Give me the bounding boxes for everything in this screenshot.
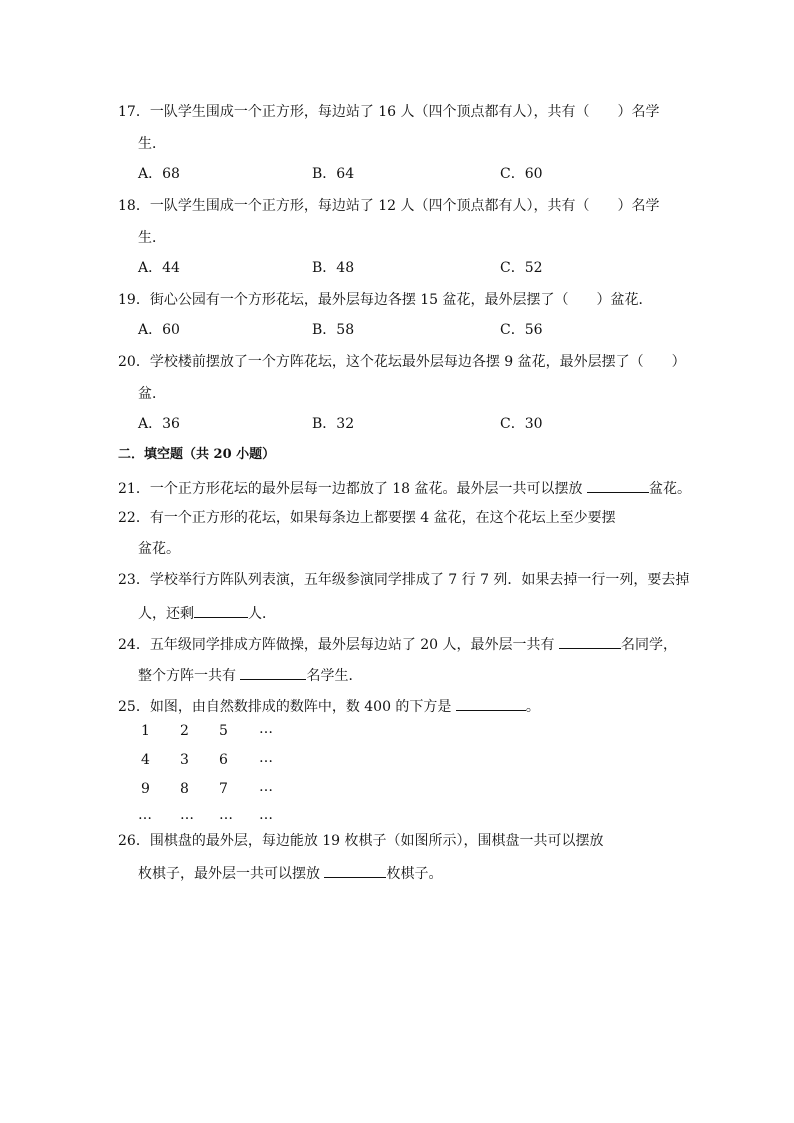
matrix-cell: …: [259, 807, 273, 823]
matrix-cell: 2: [180, 723, 189, 739]
q24-stem-cont: [138, 665, 362, 685]
q24-stem: [118, 634, 677, 654]
q24-text-mid: 名同学，: [620, 637, 677, 653]
matrix-cell: 4: [141, 752, 150, 768]
q18-option-b: B．48: [312, 260, 355, 276]
q23-answer-blank[interactable]: [194, 603, 248, 618]
matrix-cell: 8: [180, 781, 189, 797]
q26-stem-cont: [138, 863, 442, 883]
section-title: 二．填空题（共 20 小题）: [118, 447, 276, 462]
q17-option-c: C．60: [500, 166, 543, 182]
q24-answer-blank-2[interactable]: [240, 665, 306, 680]
q22-stem: 22．有一个正方形的花坛，如果每条边上都要摆 4 盆花，在这个花坛上至少要摆: [118, 510, 616, 526]
q21-text: 21．一个正方形花坛的最外层每一边都放了 18 盆花。最外层一共可以摆放: [118, 481, 587, 497]
q23-stem-cont: [138, 603, 276, 623]
q21-stem: [118, 478, 691, 498]
q21-answer-blank[interactable]: [587, 478, 649, 493]
q25-stem: [118, 696, 540, 716]
q20-option-c: C．30: [500, 416, 543, 432]
q20-stem: 20．学校楼前摆放了一个方阵花坛，这个花坛最外层每边各摆 9 盆花，最外层摆了（ ）: [118, 354, 686, 370]
q26-answer-blank[interactable]: [324, 863, 386, 878]
matrix-cell: …: [259, 750, 273, 766]
q25-answer-blank[interactable]: [456, 696, 526, 711]
matrix-cell: 3: [180, 752, 189, 768]
q26-text: 枚棋子，最外层一共可以摆放: [138, 866, 325, 882]
q22-stem-cont: 盆花。: [138, 541, 180, 557]
q24-answer-blank-1[interactable]: [559, 634, 621, 649]
q18-stem-cont: 生．: [138, 230, 166, 246]
q17-option-b: B．64: [312, 166, 355, 182]
q17-stem: 17．一队学生围成一个正方形，每边站了 16 人（四个顶点都有人），共有（ ）名学: [118, 104, 660, 120]
q23-stem: 23．学校举行方阵队列表演，五年级参演同学排成了 7 行 7 列．如果去掉一行一列，要去掉: [118, 572, 690, 588]
q26-stem: 26．围棋盘的最外层，每边能放 19 枚棋子（如图所示），围棋盘一共可以摆放: [118, 833, 604, 849]
q21-text-end: 盆花。: [648, 481, 691, 497]
q18-option-c: C．52: [500, 260, 543, 276]
matrix-cell: 5: [219, 723, 228, 739]
matrix-cell: …: [259, 721, 273, 737]
q26-text-end: 枚棋子。: [386, 866, 443, 882]
q19-option-b: B．58: [312, 322, 355, 338]
q17-option-a: A．68: [138, 166, 180, 182]
matrix-cell: …: [138, 807, 152, 823]
matrix-cell: 9: [141, 781, 150, 797]
q23-text: 人，还剩: [138, 606, 194, 622]
matrix-cell: …: [219, 807, 233, 823]
q24-text: 24．五年级同学排成方阵做操，最外层每边站了 20 人，最外层一共有: [118, 637, 559, 653]
q24-text-2: 整个方阵一共有: [138, 668, 241, 684]
matrix-cell: …: [259, 779, 273, 795]
q25-text: 25．如图，由自然数排成的数阵中，数 400 的下方是: [118, 699, 456, 715]
matrix-cell: …: [180, 807, 194, 823]
q23-text-end: 人．: [248, 606, 276, 622]
q20-option-b: B．32: [312, 416, 355, 432]
matrix-cell: 1: [141, 723, 150, 739]
q24-text-end: 名学生．: [306, 668, 363, 684]
matrix-cell: 6: [219, 752, 228, 768]
q18-stem: 18．一队学生围成一个正方形，每边站了 12 人（四个顶点都有人），共有（ ）名学: [118, 198, 660, 214]
q25-text-end: 。: [525, 699, 540, 715]
q19-option-c: C．56: [500, 322, 543, 338]
q20-stem-cont: 盆．: [138, 386, 166, 402]
q18-option-a: A．44: [138, 260, 180, 276]
q19-stem: 19．街心公园有一个方形花坛，最外层每边各摆 15 盆花，最外层摆了（ ）盆花．: [118, 292, 653, 308]
matrix-cell: 7: [219, 781, 228, 797]
q20-option-a: A．36: [138, 416, 180, 432]
q17-stem-cont: 生．: [138, 136, 166, 152]
q19-option-a: A．60: [138, 322, 180, 338]
